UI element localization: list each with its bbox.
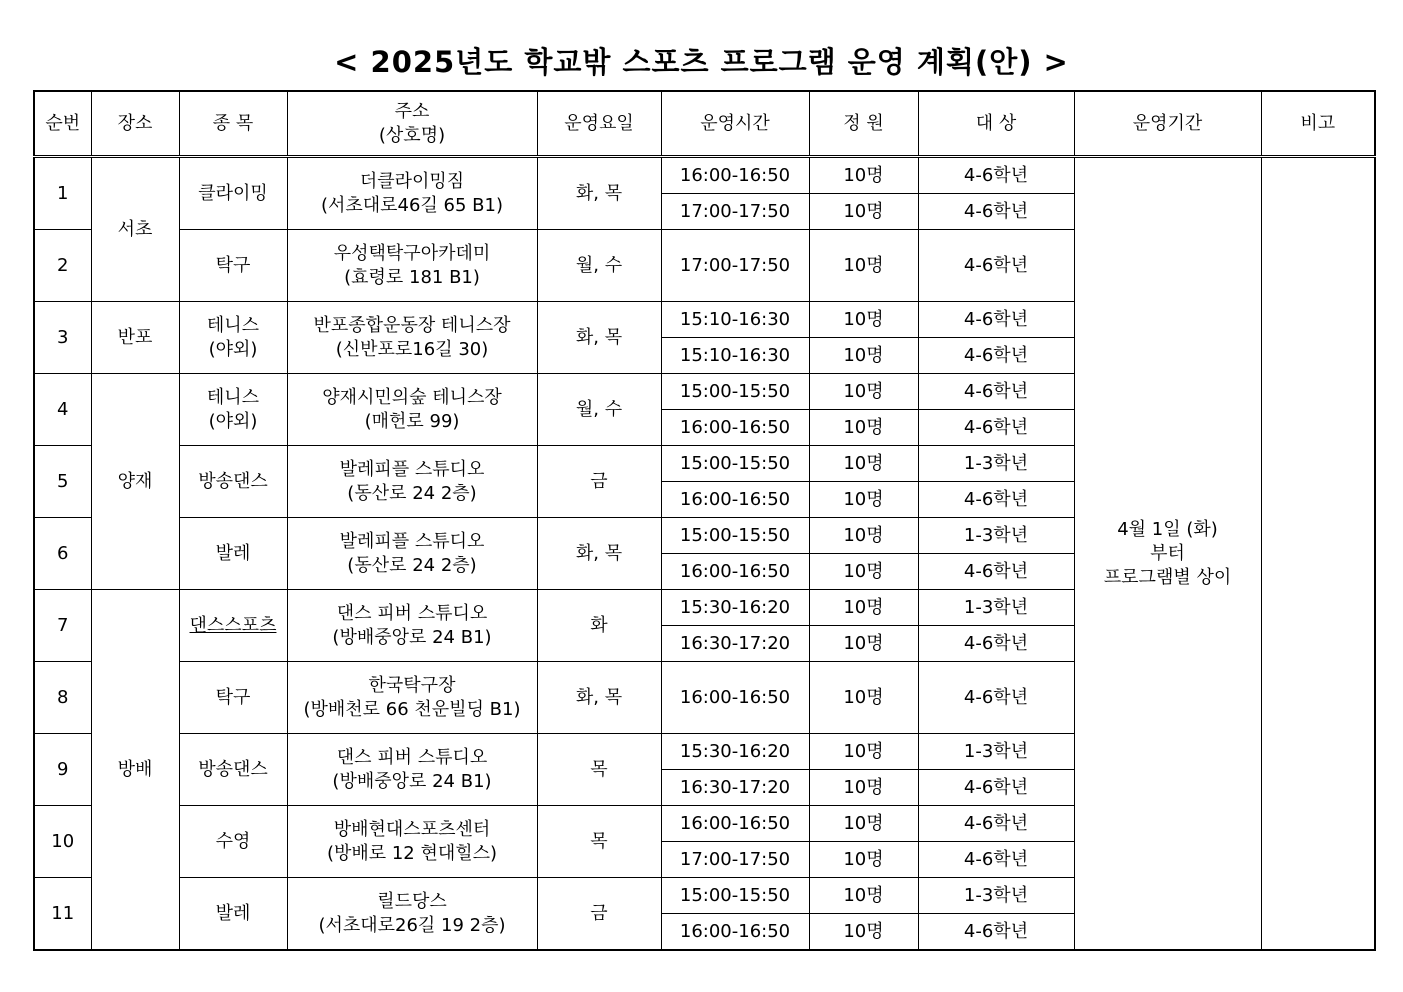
target-cell: 4-6학년 xyxy=(918,914,1074,951)
time-cell: 15:10-16:30 xyxy=(661,338,809,374)
venue-name: 더클라이밍짐 xyxy=(359,170,465,192)
program-no: 8 xyxy=(34,662,91,734)
period-line2: 부터 xyxy=(1150,542,1185,564)
capacity-cell: 10명 xyxy=(809,194,918,230)
header-target: 대 상 xyxy=(918,91,1074,157)
time-cell: 16:30-17:20 xyxy=(661,770,809,806)
target-cell: 4-6학년 xyxy=(918,626,1074,662)
sport-cell: 발레 xyxy=(179,878,287,951)
venue-address: (매헌로 99) xyxy=(364,410,460,432)
header-area: 장소 xyxy=(91,91,179,157)
days-cell: 금 xyxy=(537,446,661,518)
area-cell: 서초 xyxy=(91,157,179,302)
capacity-cell: 10명 xyxy=(809,878,918,914)
capacity-cell: 10명 xyxy=(809,157,918,194)
address-cell xyxy=(287,590,537,662)
target-cell: 4-6학년 xyxy=(918,842,1074,878)
target-cell: 4-6학년 xyxy=(918,374,1074,410)
header-time: 운영시간 xyxy=(661,91,809,157)
sport-cell: 발레 xyxy=(179,518,287,590)
target-cell: 4-6학년 xyxy=(918,302,1074,338)
time-cell: 15:00-15:50 xyxy=(661,518,809,554)
venue-name: 한국탁구장 xyxy=(368,674,456,696)
days-cell: 화, 목 xyxy=(537,157,661,230)
venue-name: 양재시민의숲 테니스장 xyxy=(322,386,502,408)
header-address-line1: 주소 xyxy=(394,100,430,122)
time-cell: 16:00-16:50 xyxy=(661,554,809,590)
venue-address: (신반포로16길 30) xyxy=(335,338,489,360)
capacity-cell: 10명 xyxy=(809,518,918,554)
venue-name: 우성택탁구아카데미 xyxy=(333,242,491,264)
time-cell: 15:30-16:20 xyxy=(661,734,809,770)
target-cell: 4-6학년 xyxy=(918,410,1074,446)
header-address xyxy=(287,91,537,157)
capacity-cell: 10명 xyxy=(809,410,918,446)
header-row xyxy=(34,91,1375,157)
program-no: 5 xyxy=(34,446,91,518)
days-cell: 화 xyxy=(537,590,661,662)
days-cell: 목 xyxy=(537,734,661,806)
address-cell xyxy=(287,230,537,302)
note-cell xyxy=(1261,157,1375,951)
time-cell: 17:00-17:50 xyxy=(661,194,809,230)
header-note: 비고 xyxy=(1261,91,1375,157)
capacity-cell: 10명 xyxy=(809,590,918,626)
days-cell: 화, 목 xyxy=(537,662,661,734)
capacity-cell: 10명 xyxy=(809,230,918,302)
address-cell xyxy=(287,302,537,374)
target-cell: 4-6학년 xyxy=(918,194,1074,230)
target-cell: 1-3학년 xyxy=(918,878,1074,914)
sport-cell xyxy=(179,374,287,446)
venue-name: 댄스 피버 스튜디오 xyxy=(336,602,488,624)
sport-name: 테니스 xyxy=(206,386,260,408)
capacity-cell: 10명 xyxy=(809,806,918,842)
venue-address: (방배중앙로 24 B1) xyxy=(332,770,492,792)
sport-cell xyxy=(179,590,287,662)
time-cell: 17:00-17:50 xyxy=(661,230,809,302)
venue-address: (효령로 181 B1) xyxy=(344,266,480,288)
address-cell xyxy=(287,374,537,446)
days-cell: 월, 수 xyxy=(537,230,661,302)
time-cell: 15:10-16:30 xyxy=(661,302,809,338)
time-cell: 16:00-16:50 xyxy=(661,482,809,518)
target-cell: 4-6학년 xyxy=(918,157,1074,194)
days-cell: 금 xyxy=(537,878,661,951)
table-row xyxy=(34,157,1375,194)
days-cell: 목 xyxy=(537,806,661,878)
sport-name: 테니스 xyxy=(206,314,260,336)
capacity-cell: 10명 xyxy=(809,482,918,518)
target-cell: 4-6학년 xyxy=(918,482,1074,518)
venue-name: 방배현대스포츠센터 xyxy=(333,818,491,840)
area-cell: 방배 xyxy=(91,590,179,951)
days-cell: 월, 수 xyxy=(537,374,661,446)
target-cell: 1-3학년 xyxy=(918,446,1074,482)
venue-address: (방배로 12 현대힐스) xyxy=(326,842,498,864)
program-no: 1 xyxy=(34,157,91,230)
address-cell xyxy=(287,662,537,734)
program-no: 4 xyxy=(34,374,91,446)
venue-name: 발레피플 스튜디오 xyxy=(339,530,485,552)
target-cell: 4-6학년 xyxy=(918,338,1074,374)
sport-cell: 수영 xyxy=(179,806,287,878)
sport-cell: 클라이밍 xyxy=(179,157,287,230)
capacity-cell: 10명 xyxy=(809,914,918,951)
time-cell: 16:00-16:50 xyxy=(661,806,809,842)
area-cell: 양재 xyxy=(91,374,179,590)
time-cell: 15:00-15:50 xyxy=(661,446,809,482)
venue-name: 릴드당스 xyxy=(377,890,447,912)
capacity-cell: 10명 xyxy=(809,446,918,482)
time-cell: 16:00-16:50 xyxy=(661,662,809,734)
program-table xyxy=(33,90,1376,951)
header-address-line2: (상호명) xyxy=(378,124,446,146)
header-days: 운영요일 xyxy=(537,91,661,157)
page-title: < 2025년도 학교밖 스포츠 프로그램 운영 계획(안) > xyxy=(334,45,1069,79)
target-cell: 4-6학년 xyxy=(918,662,1074,734)
target-cell: 1-3학년 xyxy=(918,590,1074,626)
header-capacity: 정 원 xyxy=(809,91,918,157)
time-cell: 17:00-17:50 xyxy=(661,842,809,878)
venue-address: (동산로 24 2층) xyxy=(347,554,477,576)
sport-cell: 탁구 xyxy=(179,662,287,734)
capacity-cell: 10명 xyxy=(809,374,918,410)
time-cell: 16:00-16:50 xyxy=(661,157,809,194)
time-cell: 15:00-15:50 xyxy=(661,878,809,914)
address-cell xyxy=(287,518,537,590)
venue-address: (방배중앙로 24 B1) xyxy=(332,626,492,648)
time-cell: 16:00-16:50 xyxy=(661,914,809,951)
venue-name: 댄스 피버 스튜디오 xyxy=(336,746,488,768)
capacity-cell: 10명 xyxy=(809,734,918,770)
period-cell xyxy=(1074,157,1261,951)
capacity-cell: 10명 xyxy=(809,626,918,662)
target-cell: 4-6학년 xyxy=(918,230,1074,302)
area-cell: 반포 xyxy=(91,302,179,374)
program-no: 3 xyxy=(34,302,91,374)
venue-address: (동산로 24 2층) xyxy=(347,482,477,504)
time-cell: 16:30-17:20 xyxy=(661,626,809,662)
sport-note: (야외) xyxy=(208,338,258,360)
venue-address: (서초대로46길 65 B1) xyxy=(320,194,504,216)
address-cell xyxy=(287,734,537,806)
capacity-cell: 10명 xyxy=(809,302,918,338)
header-sport: 종 목 xyxy=(179,91,287,157)
capacity-cell: 10명 xyxy=(809,770,918,806)
capacity-cell: 10명 xyxy=(809,338,918,374)
time-cell: 15:30-16:20 xyxy=(661,590,809,626)
days-cell: 화, 목 xyxy=(537,302,661,374)
target-cell: 1-3학년 xyxy=(918,734,1074,770)
header-no: 순번 xyxy=(34,91,91,157)
sport-name: 댄스스포츠 xyxy=(189,614,277,636)
program-no: 6 xyxy=(34,518,91,590)
address-cell xyxy=(287,878,537,951)
program-no: 7 xyxy=(34,590,91,662)
sport-cell: 탁구 xyxy=(179,230,287,302)
days-cell: 화, 목 xyxy=(537,518,661,590)
time-cell: 15:00-15:50 xyxy=(661,374,809,410)
sport-note: (야외) xyxy=(208,410,258,432)
period-line1: 4월 1일 (화) xyxy=(1117,518,1218,540)
program-no: 9 xyxy=(34,734,91,806)
time-cell: 16:00-16:50 xyxy=(661,410,809,446)
target-cell: 1-3학년 xyxy=(918,518,1074,554)
program-no: 10 xyxy=(34,806,91,878)
program-no: 11 xyxy=(34,878,91,951)
capacity-cell: 10명 xyxy=(809,662,918,734)
venue-name: 발레피플 스튜디오 xyxy=(339,458,485,480)
program-no: 2 xyxy=(34,230,91,302)
capacity-cell: 10명 xyxy=(809,554,918,590)
address-cell xyxy=(287,157,537,230)
target-cell: 4-6학년 xyxy=(918,770,1074,806)
target-cell: 4-6학년 xyxy=(918,554,1074,590)
venue-name: 반포종합운동장 테니스장 xyxy=(313,314,511,336)
venue-address: (방배천로 66 천운빌딩 B1) xyxy=(303,698,521,720)
period-line3: 프로그램별 상이 xyxy=(1103,566,1232,588)
address-cell xyxy=(287,806,537,878)
address-cell xyxy=(287,446,537,518)
capacity-cell: 10명 xyxy=(809,842,918,878)
sport-cell: 방송댄스 xyxy=(179,734,287,806)
target-cell: 4-6학년 xyxy=(918,806,1074,842)
sport-cell xyxy=(179,302,287,374)
venue-address: (서초대로26길 19 2층) xyxy=(318,914,506,936)
header-period: 운영기간 xyxy=(1074,91,1261,157)
sport-cell: 방송댄스 xyxy=(179,446,287,518)
